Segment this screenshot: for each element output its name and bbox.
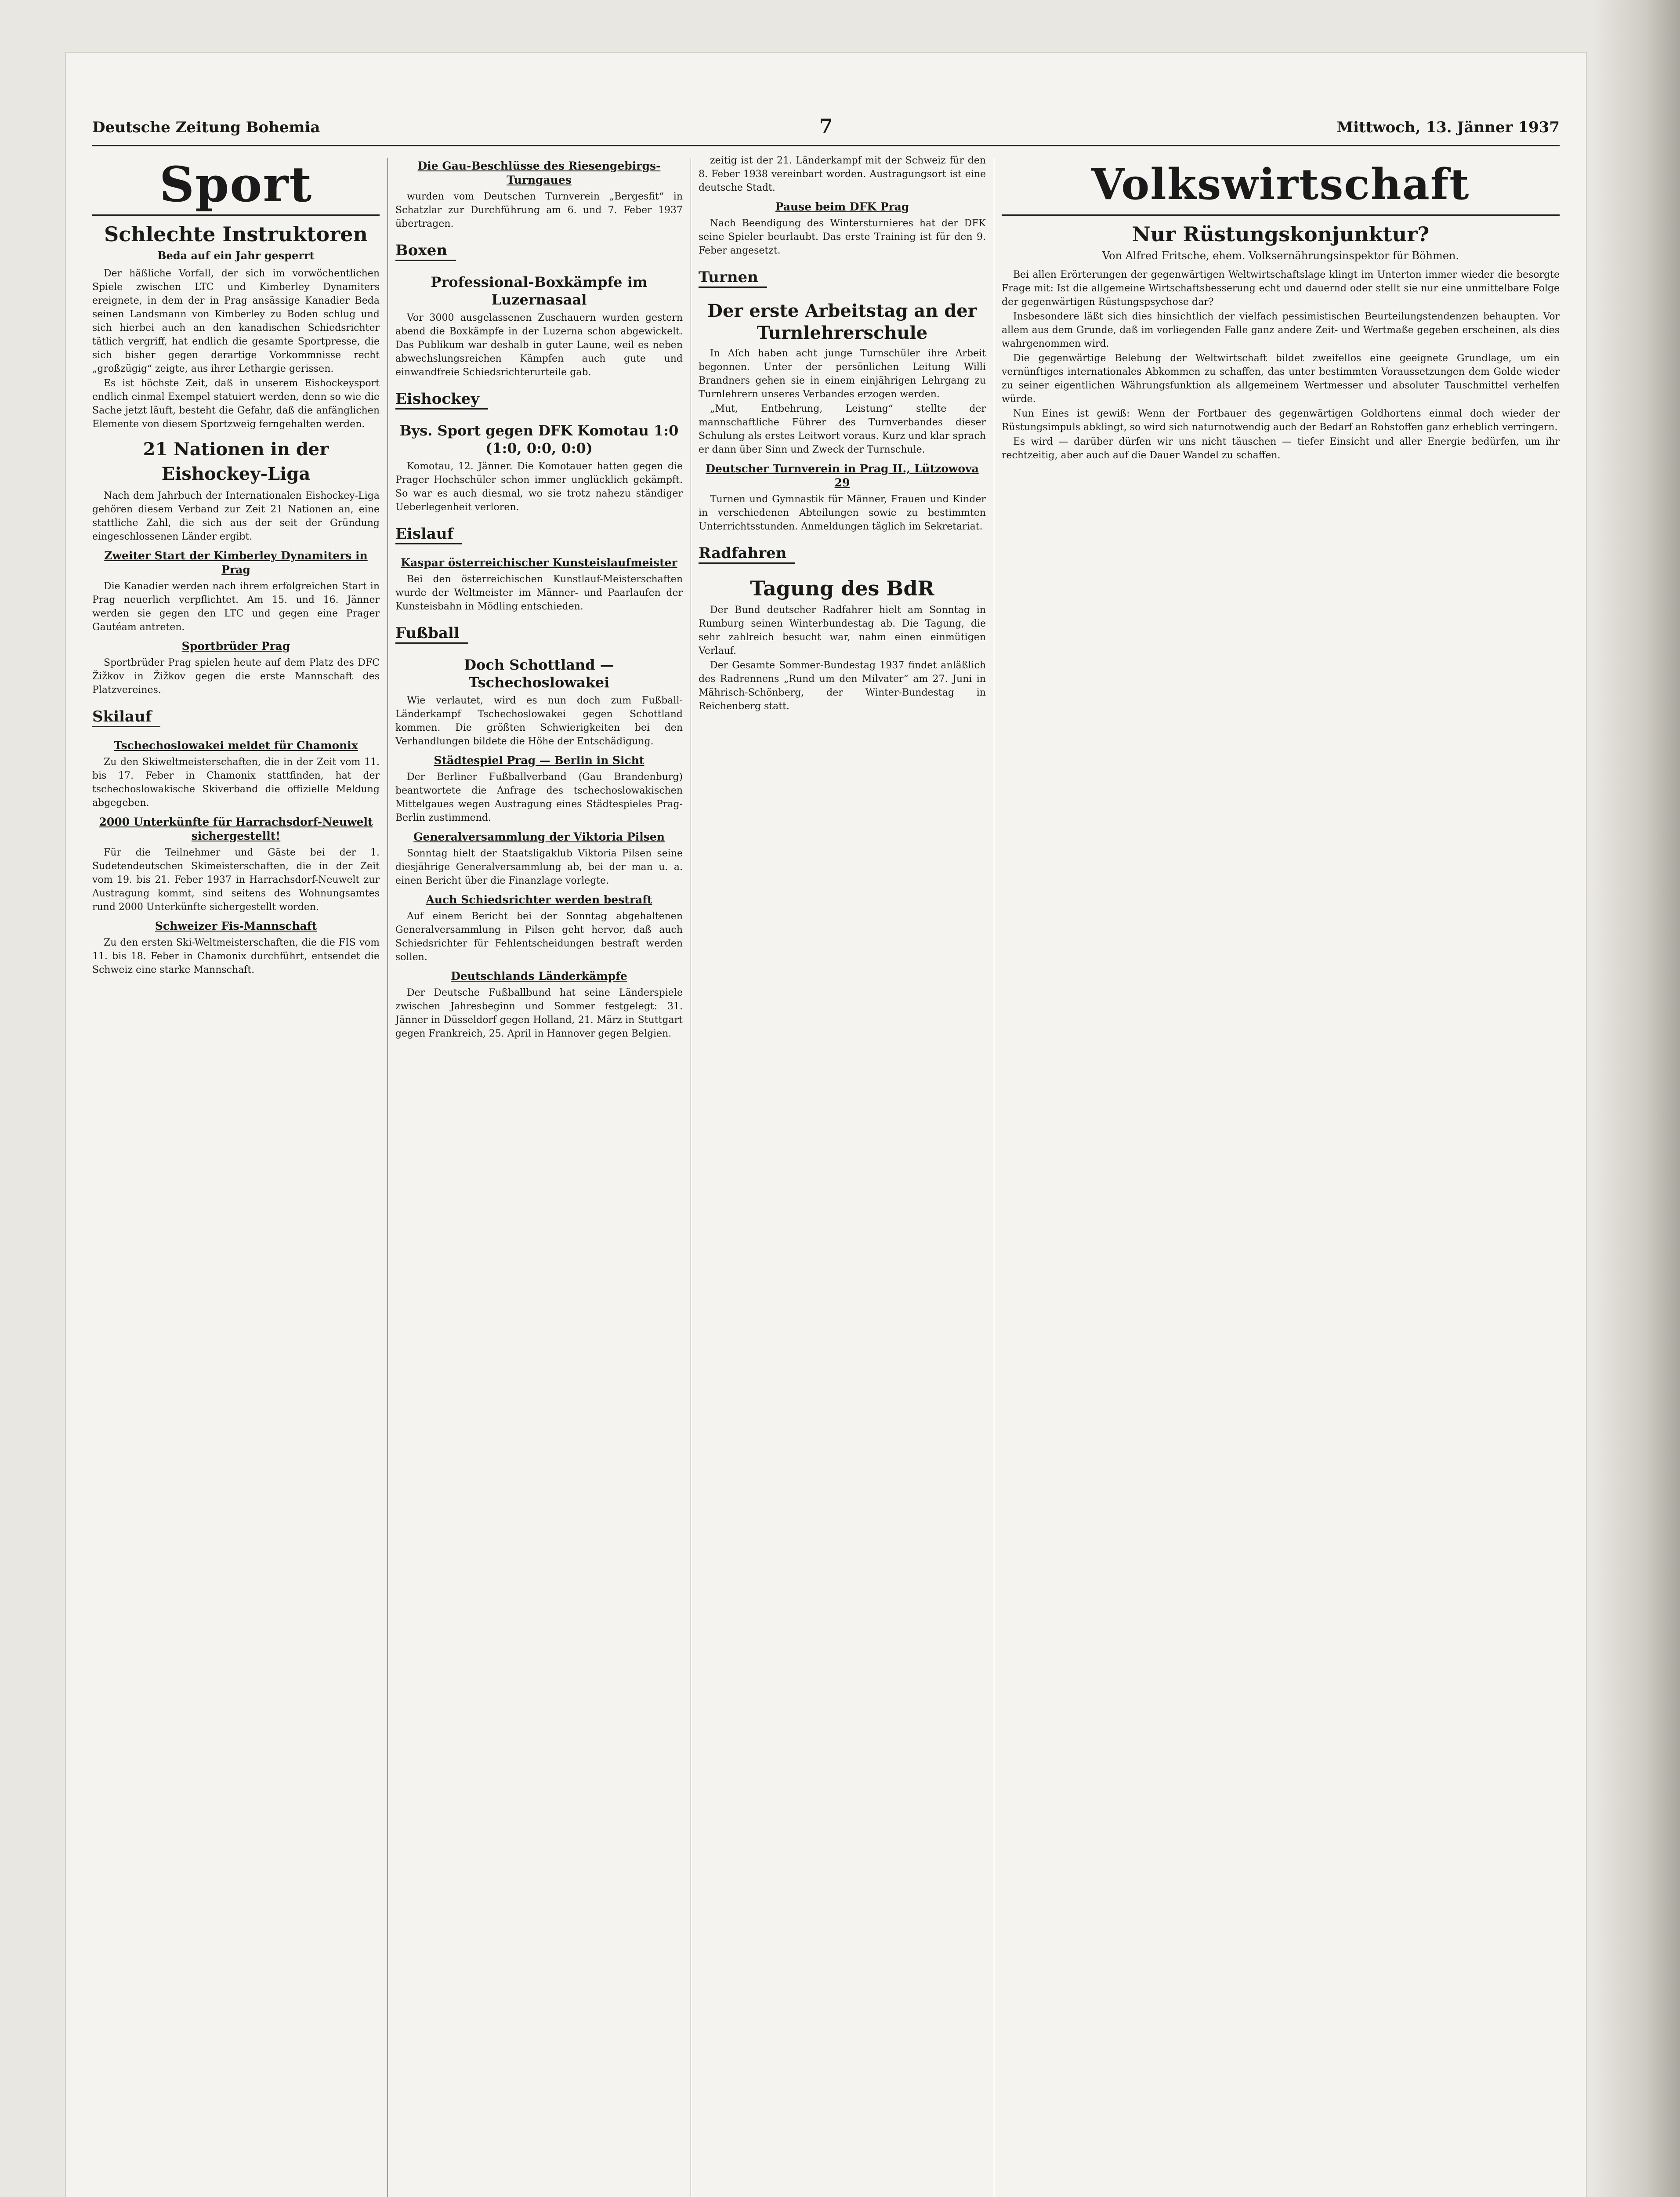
article-paragraph: Sportbrüder Prag spielen heute auf dem Platz des DFC Žižkov in Žižkov gegen die erste Mannschaft des Platzvereines. <box>92 657 380 696</box>
article-title: Der erste Arbeitstag an der Turnlehrerschule <box>707 301 977 343</box>
article-paragraph: Es wird — darüber dürfen wir uns nicht täuschen — tiefer Einsicht und aller Energie bedürfen, um ihr rechtzeitig, aber auch auf die Dauer Wandel zu schaffen. <box>1002 436 1560 461</box>
article-paragraph: zeitig ist der 21. Länderkampf mit der Schweiz für den 8. Feber 1938 vereinbart worden. Austragungsort ist eine deutsche Stadt. <box>699 155 986 193</box>
newspaper-page <box>66 53 1586 2197</box>
section-heading: Eislauf <box>395 525 462 544</box>
section-heading: Fußball <box>395 624 468 644</box>
article-paragraph: Der Deutsche Fußballbund hat seine Länderspiele zwischen Jahresbeginn und Sommer festgelegt: 31. Jänner in Düsseldorf gegen Holland, 21. März in Stuttgart gegen Frankreich, 25. April in Hannover gegen Belgien. <box>395 987 683 1039</box>
article-title: Bys. Sport gegen DFK Komotau 1:0 (1:0, 0:0, 0:0) <box>399 422 679 457</box>
article-title: Tagung des BdR <box>750 576 934 600</box>
section-heading: Radfahren <box>699 544 795 564</box>
article-paragraph: Die Kanadier werden nach ihrem erfolgreichen Start in Prag neuerlich verpflichtet. Am 15. und 16. Jänner werden sie gegen den LTC und gegen eine Prager Gautéam antreten. <box>92 581 380 633</box>
article-title: Pause beim DFK Prag <box>775 200 909 213</box>
column-sport-3 <box>699 154 986 2197</box>
article-paragraph: Nun Eines ist gewiß: Wenn der Fortbauer des gegenwärtigen Goldhortens einmal doch wieder der Rüstungsimpuls abklingt, so wird sich naturnotwendig auch der Bedarf an Rohstoffen ganz erheblich verringern. <box>1002 408 1560 433</box>
article-title: 21 Nationen in der Eishockey-Liga <box>143 439 329 484</box>
article-paragraph: Der häßliche Vorfall, der sich im vorwöchentlichen Spiele zwischen LTC und Kimberley Dynamiters ereignete, in dem der in Prag ansässige Kanadier Beda seinen Landsmann von Kimberley zu Boden schlug und sich hierbei auch an den kanadischen Schiedsrichter tätlich vergriff, hat endlich die gesamte Sportpresse, die sich bisher gegen derartige Vorkommnisse recht „großzügig“ zeigte, aus ihrer Lethargie gerissen. <box>92 268 380 374</box>
article-title: Zweiter Start der Kimberley Dynamiters in Prag <box>104 549 368 576</box>
binding-edge <box>1592 0 1680 2197</box>
article-paragraph: Turnen und Gymnastik für Männer, Frauen und Kinder in verschiedenen Abteilungen sowie zu bestimmten Unterrichtsstunden. Anmeldungen täglich im Sekretariat. <box>699 494 986 532</box>
columns <box>92 154 1560 2197</box>
column-rule <box>387 158 388 2197</box>
article-paragraph: Zu den ersten Ski-Weltmeisterschaften, die die FIS vom 11. bis 18. Feber in Chamonix durchführt, entsendet die Schweiz eine starke Mannschaft. <box>92 937 380 975</box>
article-title: Professional-Boxkämpfe im Luzernasaal <box>431 274 648 308</box>
article-paragraph: Insbesondere läßt sich dies hinsichtlich der vielfach pessimistischen Beurteilungstendenzen behaupten. Vor allem aus dem Grunde, daß im vorliegenden Falle ganz andere Zeit- und Wertmaße gegeben erscheinen, als dies wahrgenommen wird. <box>1002 311 1560 349</box>
article-title: Nur Rüstungskonjunktur? <box>1132 222 1430 246</box>
article-title: Die Gau-Beschlüsse des Riesengebirgs-Turngaues <box>417 160 661 186</box>
issue-date: Mittwoch, 13. Jänner 1937 <box>1336 119 1560 136</box>
article-title: Sportbrüder Prag <box>181 640 290 653</box>
article-paragraph: Wie verlautet, wird es nun doch zum Fußball-Länderkampf Tschechoslowakei gegen Schottland kommen. Die größten Schwierigkeiten bei den Verhandlungen bildete die Höhe der Entschädigung. <box>395 695 683 747</box>
article-paragraph: Nach dem Jahrbuch der Internationalen Eishockey-Liga gehören diesem Verband zur Zeit 21 Nationen an, eine stattliche Zahl, die sich aus der seit der Gründung eingeschlossenen Länder ergibt. <box>92 490 380 542</box>
article-paragraph: wurden vom Deutschen Turnverein „Bergesfit“ in Schatzlar zur Durchführung am 6. und 7. Feber 1937 übertragen. <box>395 191 683 229</box>
section-heading: Skilauf <box>92 707 160 727</box>
article-paragraph: Bei den österreichischen Kunstlauf-Meisterschaften wurde der Weltmeister im Männer- und Paarlaufen der Kunsteisbahn in Mödling entschieden. <box>395 574 683 612</box>
article-paragraph: Sonntag hielt der Staatsligaklub Viktoria Pilsen seine diesjährige Generalversammlung ab, bei der man u. a. einen Bericht über die Finanzlage vorlegte. <box>395 848 683 886</box>
section-title-sport: Sport <box>92 158 380 216</box>
section-heading: Eishockey <box>395 390 488 410</box>
article-paragraph: Bei allen Erörterungen der gegenwärtigen Weltwirtschaftslage klingt im Unterton immer wieder die besorgte Frage mit: Ist die allgemeine Wirtschaftsbesserung echt und dauernd oder stellt sie nur eine unmittelbare Folge der gegenwärtigen Rüstungspsychose dar? <box>1002 269 1560 308</box>
article-paragraph: Es ist höchste Zeit, daß in unserem Eishockeysport endlich einmal Exempel statuiert werden, denn so wie die Sache jetzt läuft, besteht die Gefahr, daß die anfänglichen Elemente von diesem Sportzweig ferngehalten werden. <box>92 378 380 430</box>
article-title: Doch Schottland — Tschechoslowakei <box>464 656 614 691</box>
article-paragraph: Vor 3000 ausgelassenen Zuschauern wurden gestern abend die Boxkämpfe in der Luzerna schon abgewickelt. Das Publikum war deshalb in guter Laune, weil es neben abwechslungsreichen Kämpfen auch gute und einwandfreie Schiedsrichterurteile gab. <box>395 312 683 378</box>
article-title: Generalversammlung der Viktoria Pilsen <box>413 830 665 843</box>
section-heading: Boxen <box>395 241 456 261</box>
article-title: Auch Schiedsrichter werden bestraft <box>426 893 652 906</box>
header-rule <box>92 145 1560 146</box>
article-title: Schweizer Fis-Mannschaft <box>155 920 317 932</box>
column-sport-2 <box>395 154 683 2197</box>
article-title: Schlechte Instruktoren <box>104 222 368 246</box>
article-paragraph: Nach Beendigung des Wintersturnieres hat der DFK seine Spieler beurlaubt. Das erste Training ist für den 9. Feber angesetzt. <box>699 218 986 256</box>
page-header <box>92 115 1560 145</box>
article-title: Deutschlands Länderkämpfe <box>451 970 627 982</box>
article-paragraph: Die gegenwärtige Belebung der Weltwirtschaft bildet zweifellos eine geeignete Grundlage, um ein vernünftiges internationales Abkommen zu schaffen, das unter bestimmten Voraussetzungen dem Golde wieder zu seiner eigentlichen Währungsfunktion als allgemeinem Wertmesser und absoluter Tauschmittel verhelfen würde. <box>1002 353 1560 405</box>
section-title-economy: Volkswirtschaft <box>1002 158 1560 216</box>
article-paragraph: Der Berliner Fußballverband (Gau Brandenburg) beantwortete die Anfrage des tschechoslowakischen Mittelgaues wegen Austragung eines Städtespieles Prag-Berlin zustimmend. <box>395 772 683 823</box>
column-sport-1 <box>92 154 380 2197</box>
article-title: Deutscher Turnverein in Prag II., Lützowova 29 <box>706 462 979 489</box>
article-subtitle: Beda auf ein Jahr gesperrt <box>157 249 315 262</box>
article-paragraph: Auf einem Bericht bei der Sonntag abgehaltenen Generalversammlung in Pilsen geht hervor, daß auch Schiedsrichter für Fehlentscheidungen bestraft werden sollen. <box>395 911 683 963</box>
article-paragraph: Zu den Skiweltmeisterschaften, die in der Zeit vom 11. bis 17. Feber in Chamonix stattfinden, hat der tschechoslowakische Skiverband die offizielle Meldung abgegeben. <box>92 757 380 808</box>
paper-name: Deutsche Zeitung Bohemia <box>92 119 320 136</box>
article-paragraph: Der Bund deutscher Radfahrer hielt am Sonntag in Rumburg seinen Winterbundestag ab. Die Tagung, die sehr zahlreich besucht war, nahm einen einmütigen Verlauf. <box>699 605 986 656</box>
article-title: Tschechoslowakei meldet für Chamonix <box>114 739 358 752</box>
page-number: 7 <box>819 115 833 138</box>
article-paragraph: In Aſch haben acht junge Turnschüler ihre Arbeit begonnen. Unter der persönlichen Leitung Willi Brandners gehen sie in einem einjährigen Lehrgang zu Turnlehrern unseres Verbandes erzogen werden. <box>699 348 986 400</box>
article-title: Städtespiel Prag — Berlin in Sicht <box>434 754 644 767</box>
article-title: Kaspar österreichischer Kunsteislaufmeister <box>401 556 677 569</box>
article-paragraph: Der Gesamte Sommer-Bundestag 1937 findet anläßlich des Radrennens „Rund um den Milvater“ am 27. Juni in Mährisch-Schönberg, der Winter-Bundestag in Reichenberg statt. <box>699 660 986 712</box>
article-paragraph: Komotau, 12. Jänner. Die Komotauer hatten gegen die Prager Hochschüler schon immer unglücklich gekämpft. So war es auch diesmal, wo sie trotz nahezu ständiger Ueberlegenheit verloren. <box>395 461 683 513</box>
article-paragraph: Für die Teilnehmer und Gäste bei der 1. Sudetendeutschen Skimeisterschaften, die in der Zeit vom 19. bis 21. Feber 1937 in Harrachsdorf-Neuwelt zur Austragung kommt, sind seitens des Wohnungsamtes rund 2000 Unterkünfte sichergestellt worden. <box>92 847 380 913</box>
article-title: 2000 Unterkünfte für Harrachsdorf-Neuwelt sichergestellt! <box>99 816 373 842</box>
column-economy <box>1002 154 1560 2197</box>
section-heading: Turnen <box>699 268 767 288</box>
article-paragraph: „Mut, Entbehrung, Leistung“ stellte der mannschaftliche Führer des Turnverbandes dieser Schulung als erstes Leitwort voraus. Kurz und klar sprach er dann über Sinn und Zweck der Turnschule. <box>699 403 986 455</box>
article-author: Von Alfred Fritsche, ehem. Volksernährungsinspektor für Böhmen. <box>1102 250 1459 262</box>
